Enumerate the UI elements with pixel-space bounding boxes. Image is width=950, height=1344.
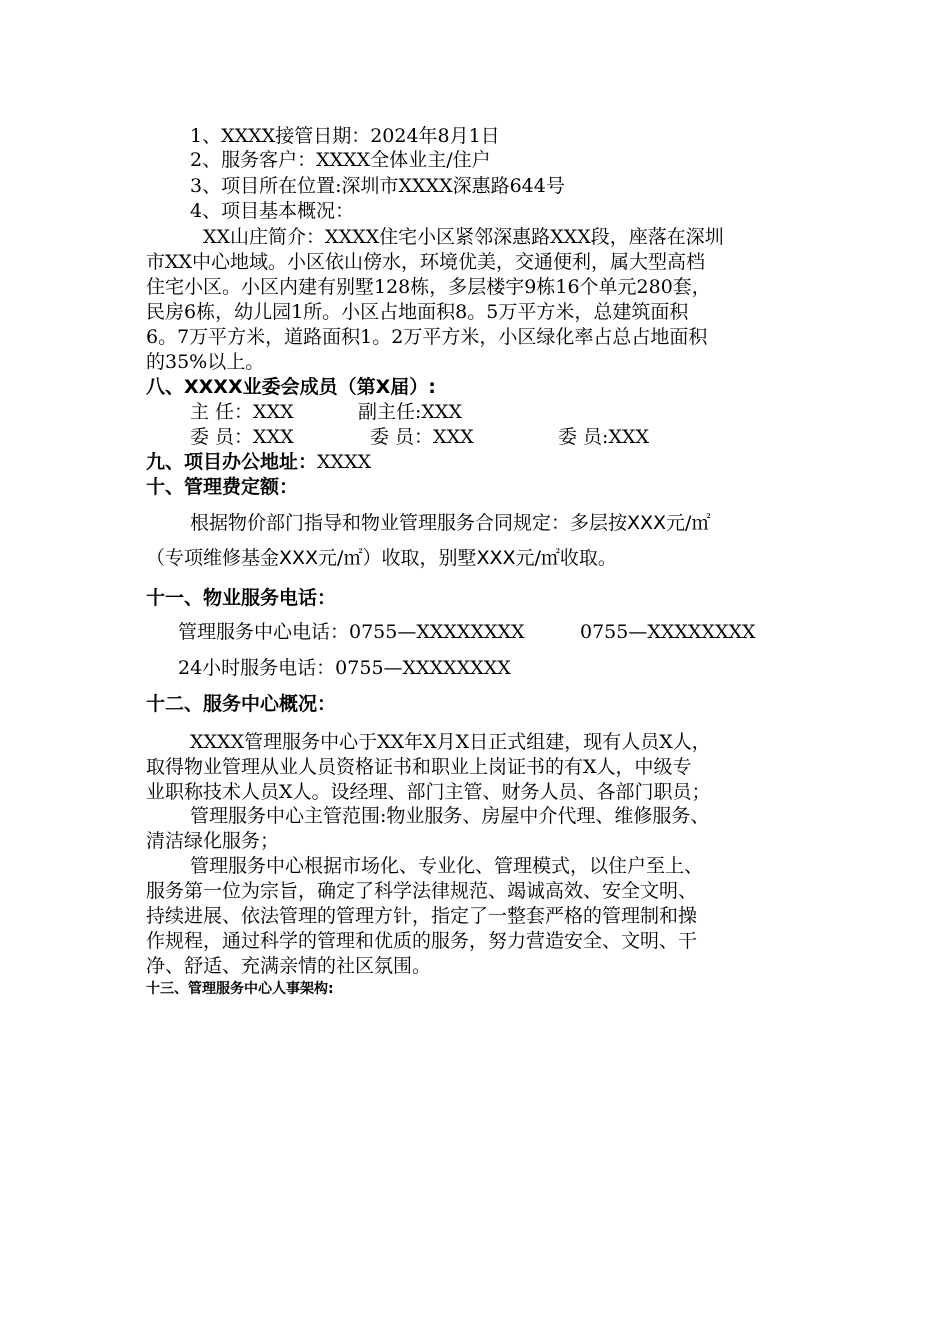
item-overview-title: 4、项目基本概况： — [190, 200, 355, 222]
committee-chair: 主 任：XXX — [190, 401, 294, 423]
center-p3-line-2: 服务第一位为宗旨，确定了科学法律规范、竭诚高效、安全文明、 — [146, 880, 698, 902]
section-11-heading: 十一、物业服务电话： — [146, 587, 337, 609]
center-p3-line-3: 持续进展、依法管理的管理方针，指定了一整套严格的管理制和操 — [146, 905, 698, 927]
overview-line-6: 的35%以上。 — [146, 351, 265, 373]
center-p1-line-2: 取得物业管理从业人员资格证书和职业上岗证书的有X人，中级专 — [146, 756, 692, 778]
section-10-heading: 十、管理费定额： — [146, 476, 299, 498]
overview-line-5: 6。7万平方米，道路面积1。2万平方米，小区绿化率占总占地面积 — [146, 326, 708, 348]
overview-line-2: 市XX中心地域。小区依山傍水，环境优美，交通便利，属大型高档 — [146, 251, 706, 273]
office-address: XXXX — [317, 451, 372, 473]
item-takeover-date: 1、XXXX接管日期：2024年8月1日 — [190, 125, 500, 147]
section-13-heading: 十三、管理服务中心人事架构: — [146, 981, 334, 997]
center-p1-line-3: 业职称技术人员X人。设经理、部门主管、财务人员、各部门职员； — [146, 781, 711, 803]
fee-line-1: 根据物价部门指导和物业管理服务合同规定：多层按XXX元/㎡ — [190, 512, 711, 534]
committee-member-3: 委 员:XXX — [558, 426, 650, 448]
overview-line-3: 住宅小区。小区内建有别墅128栋，多层楼宇9栋16个单元280套， — [146, 276, 711, 298]
section-9-heading: 九、项目办公地址： — [146, 451, 318, 473]
item-location: 3、项目所在位置:深圳市XXXX深惠路644号 — [190, 175, 565, 197]
center-p3-line-1: 管理服务中心根据市场化、专业化、管理模式，以住户至上、 — [190, 855, 704, 877]
center-phone: 管理服务中心电话：0755—XXXXXXXX — [178, 621, 525, 643]
center-p1-line-1: XXXX管理服务中心于XX年X月X日正式组建，现有人员X人， — [190, 731, 711, 753]
center-p3-line-4: 作规程，通过科学的管理和优质的服务，努力营造安全、文明、干 — [146, 930, 698, 952]
center-p2-line-1: 管理服务中心主管范围:物业服务、房屋中介代理、维修服务、 — [190, 805, 710, 827]
committee-vice-chair: 副主任:XXX — [358, 401, 462, 423]
center-phone-2: 0755—XXXXXXXX — [580, 621, 756, 643]
committee-member-1: 委 员：XXX — [190, 426, 294, 448]
fee-line-2: （专项维修基金XXX元/㎡）收取，别墅XXX元/㎡收取。 — [146, 547, 617, 569]
overview-line-1: XX山庄简介：XXXX住宅小区紧邻深惠路XXX段，座落在深圳 — [203, 226, 724, 248]
section-9 — [146, 450, 371, 474]
center-p3-line-5: 净、舒适、充满亲情的社区氛围。 — [146, 955, 432, 977]
section-12-heading: 十二、服务中心概况： — [146, 693, 337, 715]
center-p2-line-2: 清洁绿化服务； — [146, 830, 280, 852]
section-8-heading: 八、XXXX业委会成员（第X届）: — [146, 376, 436, 398]
committee-member-2: 委 员：XXX — [370, 426, 474, 448]
item-service-clients: 2、服务客户：XXXX全体业主/住户 — [190, 149, 491, 171]
hotline-phone: 24小时服务电话：0755—XXXXXXXX — [178, 657, 511, 679]
overview-line-4: 民房6栋，幼儿园1所。小区占地面积8。5万平方米，总建筑面积 — [146, 301, 689, 323]
